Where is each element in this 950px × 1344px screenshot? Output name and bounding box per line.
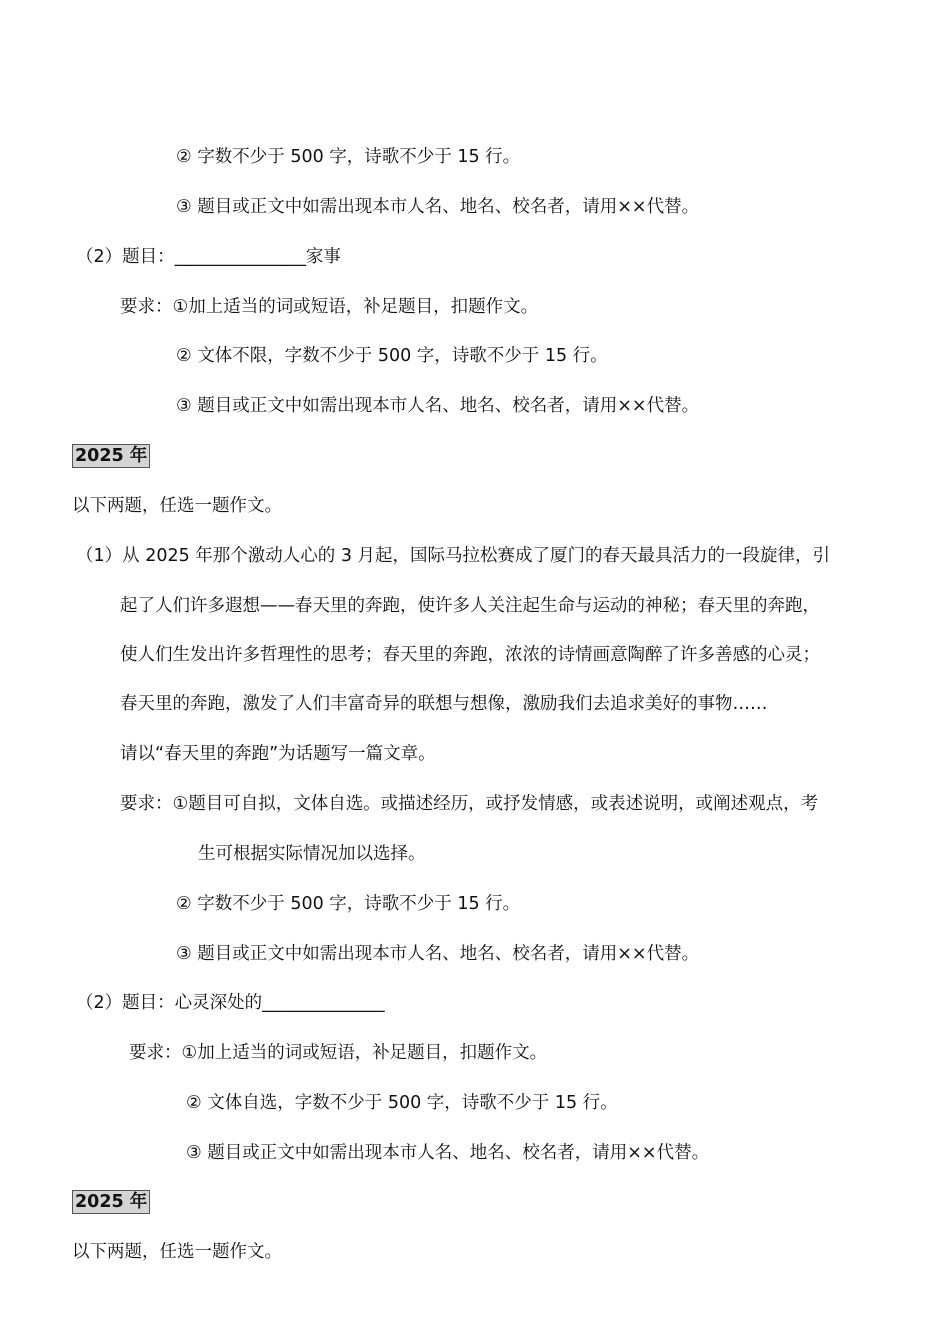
requirement-2: ② 文体不限，字数不少于 500 字，诗歌不少于 15 行。 <box>176 346 608 366</box>
question-2-topic <box>76 991 385 1015</box>
requirement-1: 要求：①加上适当的词或短语，补足题目，扣题作文。 <box>120 297 539 317</box>
question-1-requirement-1: 要求：①题目可自拟，文体自选。或描述经历，或抒发情感，或表述说明，或阐述观点，考 <box>120 794 819 814</box>
topic-blank: ______________ <box>262 993 385 1013</box>
question-1-line-4: 春天里的奔跑，激发了人们丰富奇异的联想与想像，激励我们去追求美好的事物…… <box>120 694 768 714</box>
requirement-3: ③ 题目或正文中如需出现本市人名、地名、校名者，请用××代替。 <box>176 396 700 416</box>
year-heading: 2025 年 <box>72 1190 150 1214</box>
requirement-item-2: ② 字数不少于 500 字，诗歌不少于 15 行。 <box>176 147 521 167</box>
question-2-topic <box>76 245 341 269</box>
question-2-requirement-2: ② 文体自选，字数不少于 500 字，诗歌不少于 15 行。 <box>186 1093 618 1113</box>
section-intro: 以下两题，任选一题作文。 <box>72 1242 282 1262</box>
topic-prefix: （2）题目： <box>76 247 175 267</box>
question-1-requirement-3: ③ 题目或正文中如需出现本市人名、地名、校名者，请用××代替。 <box>176 944 700 964</box>
question-1-requirement-2: ② 字数不少于 500 字，诗歌不少于 15 行。 <box>176 894 521 914</box>
question-1-line-2: 起了人们许多遐想——春天里的奔跑，使许多人关注起生命与运动的神秘；春天里的奔跑， <box>120 596 820 616</box>
question-2-requirement-3: ③ 题目或正文中如需出现本市人名、地名、校名者，请用××代替。 <box>186 1143 710 1163</box>
question-1-line-3: 使人们生发出许多哲理性的思考；春天里的奔跑，浓浓的诗情画意陶醉了许多善感的心灵； <box>120 645 820 665</box>
question-2-requirement-1: 要求：①加上适当的词或短语，补足题目，扣题作文。 <box>129 1043 548 1063</box>
question-1-line-1: （1）从 2025 年那个激动人心的 3 月起，国际马拉松赛成了厦门的春天最具活力的一段旋律，引 <box>76 546 831 566</box>
topic-prefix: （2）题目：心灵深处的 <box>76 993 263 1013</box>
topic-blank: _______________ <box>174 247 306 267</box>
requirement-item-3: ③ 题目或正文中如需出现本市人名、地名、校名者，请用××代替。 <box>176 197 700 217</box>
question-1-requirement-1-cont: 生可根据实际情况加以选择。 <box>198 844 426 864</box>
question-1-prompt: 请以“春天里的奔跑”为话题写一篇文章。 <box>120 744 436 764</box>
topic-suffix: 家事 <box>305 247 341 267</box>
section-intro: 以下两题，任选一题作文。 <box>72 496 282 516</box>
year-heading: 2025 年 <box>72 444 150 468</box>
